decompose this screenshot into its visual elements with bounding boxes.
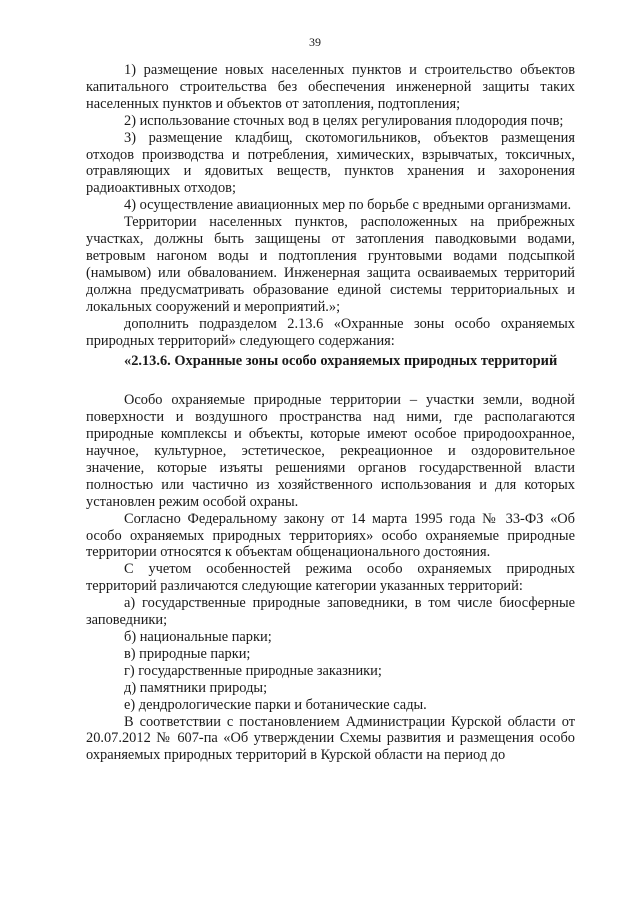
paragraph: Согласно Федеральному закону от 14 марта 1995 года № 33-ФЗ «Об особо охраняемых природных территориях» особо охраняемые природные территории относятся к объектам общенационального достояния. <box>86 510 575 561</box>
list-item: г) государственные природные заказники; <box>124 662 382 679</box>
spacer <box>86 370 575 392</box>
paragraph: 1) размещение новых населенных пунктов и строительство объектов капитального строительства без обеспечения инженерной защиты таких населенных пунктов и объектов от затопления, подтопления; <box>86 62 575 112</box>
paragraph: Особо охраняемые природные территории – участки земли, водной поверхности и воздушного пространства над ними, где располагаются природные комплексы и объекты, которые имеют особое природоохранное, научное, культурное, эстетическое, рекреационное и оздоровительное значение, которые изъяты решениями органов государственной власти полностью или частично из хозяйственного использования и для которых установлен режим особой охраны. <box>86 392 575 510</box>
paragraph: Территории населенных пунктов, расположенных на прибрежных участках, должны быть защищены от затопления паводковыми водами, ветровым нагоном воды и подтопления грунтовыми водами подсыпкой (намывом) или обвалованием. Инженерная защита осваиваемых территорий должна предусматривать образование единой системы территориальных и локальных сооружений и мероприятий.»; <box>86 214 575 315</box>
document-body <box>86 62 575 764</box>
paragraph: В соответствии с постановлением Администрации Курской области от 20.07.2012 № 607-па «Об утверждении Схемы развития и размещения особо охраняемых природных территорий в Курской области на период до <box>86 713 575 764</box>
list-item: а) государственные природные заповедники, в том числе биосферные заповедники; <box>86 595 575 629</box>
list-item: б) национальные парки; <box>124 629 272 645</box>
list-item: д) памятники природы; <box>124 679 268 696</box>
list-item: е) дендрологические парки и ботанические сады. <box>124 696 427 713</box>
paragraph: С учетом особенностей режима особо охраняемых природных территорий различаются следующие категории указанных территорий: <box>86 561 575 595</box>
page-number: 39 <box>309 35 321 49</box>
paragraph: 3) размещение кладбищ, скотомогильников, объектов размещения отходов производства и потребления, химических, взрывчатых, токсичных, отравляющих и ядовитых веществ, пунктов хранения и захоронения радиоактивных отходов; <box>86 129 575 197</box>
section-heading: «2.13.6. Охранные зоны особо охраняемых природных территорий <box>124 353 558 370</box>
paragraph: дополнить подразделом 2.13.6 «Охранные зоны особо охраняемых природных территорий» следующего содержания: <box>86 315 575 349</box>
paragraph: 4) осуществление авиационных мер по борьбе с вредными организмами. <box>124 197 572 214</box>
list-item: в) природные парки; <box>124 645 251 662</box>
paragraph: 2) использование сточных вод в целях регулирования плодородия почв; <box>124 112 564 129</box>
